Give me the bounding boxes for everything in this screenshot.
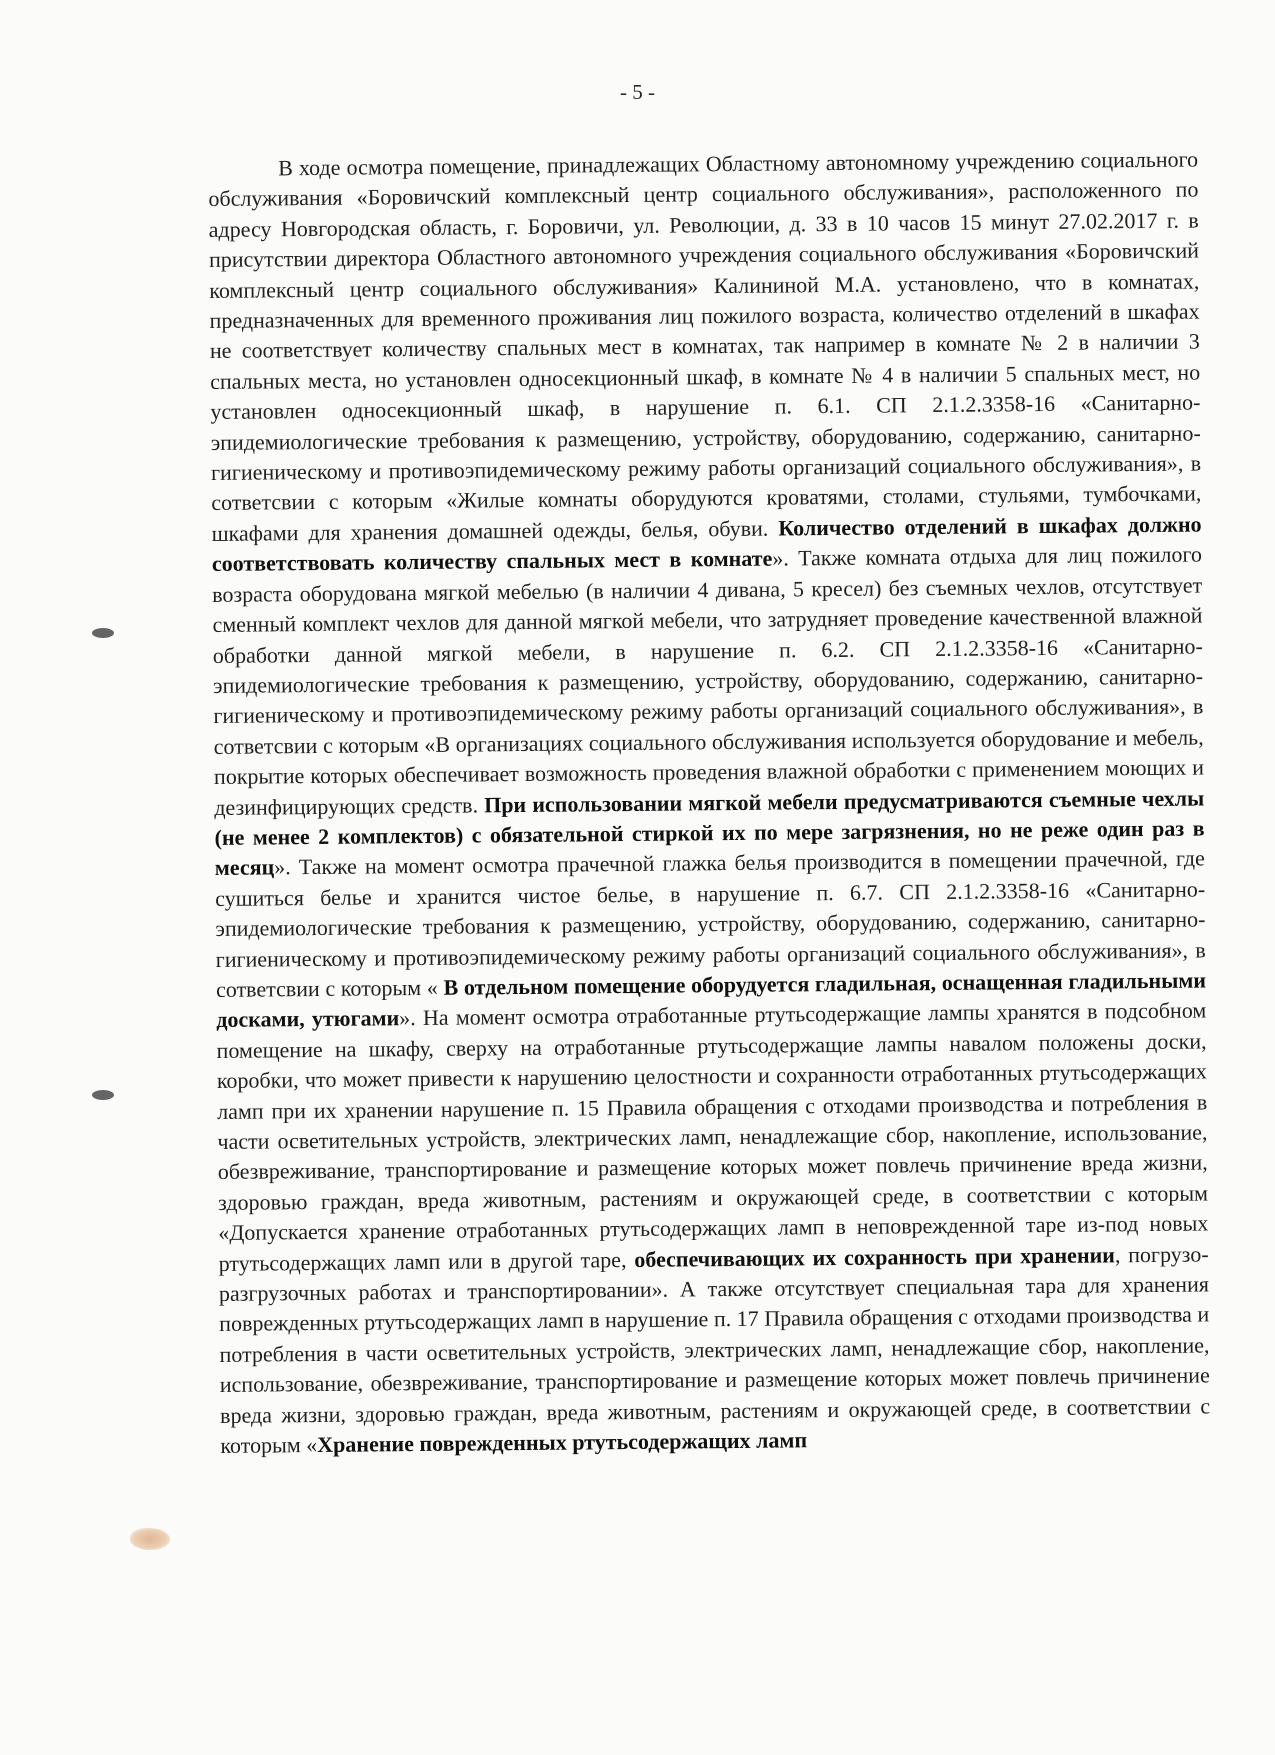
text-run: , погрузо-разгрузочных работах и транспортировании». А также отсутствует специальная тара для хранения поврежденных ртутьсодержащих ламп в нарушение п. 17 Правила обращения с отходами производства и потребления в части осветительных устройств, электрических ламп, ненадлежащие сбор, накопление, использование, обезвреживание, транспортирование и размещение которых может повлечь причинение вреда жизни, здоровью граждан, вреда животным, растениям и окружающей среде, в соответствии с которым « xyxy=(218,1241,1211,1459)
bold-text-run: обеспечивающих их сохранность при хранении xyxy=(634,1241,1116,1272)
text-run: ». Также комната отдыха для лиц пожилого возраста оборудована мягкой мебелью (в наличии 4 дивана, 5 кресел) без съемных чехлов, отсутствует сменный комплект чехлов для данной мягкой мебели, что затрудняет проведение качественной влажной обработки данной мягкой мебели, в нарушение п. 6.2. СП 2.1.2.3358-16 «Санитарно-эпидемиологические требования к размещению, устройству, оборудованию, содержанию, санитарно-гигиеническому и противоэпидемическому режиму работы организаций социального обслуживания», в сответсвии с которым «В организациях социального обслуживания используется оборудование и мебель, покрытие которых обеспечивает возможность проведения влажной обработки с применением моющих и дезинфицирующих средств. xyxy=(212,541,1205,820)
text-run: ». Также на момент осмотра прачечной глажка белья производится в помещении прачечной, где сушиться белье и хранится чистое белье, в нарушение п. 6.7. СП 2.1.2.3358-16 «Санитарно-эпидемиологические требования к размещению, устройству, оборудованию, содержанию, санитарно-гигиеническому и противоэпидемическому режиму работы организаций социального обслуживания», в сответсвии с которым « xyxy=(215,845,1206,1002)
page-number: - 5 - xyxy=(620,80,655,104)
punch-hole-mark xyxy=(92,1090,114,1100)
bold-text-run: При использовании мягкой мебели предусматриваются съемные чехлы (не менее 2 комплектов) с обязательной стиркой их по мере загрязнения, но не реже один раз в месяц xyxy=(214,784,1205,881)
text-run: ». На момент осмотра отработанные ртутьсодержащие лампы хранятся в подсобном помещение на шкафу, сверху на отработанные ртутьсодержащие лампы навалом положены доски, коробки, что может привести к нарушению целостности и сохранности отработанных ртутьсодержащих ламп при их хранении нарушение п. 15 Правила обращения с отходами производства и потребления в части осветительных устройств, электрических ламп, ненадлежащие сбор, накопление, использование, обезвреживание, транспортирование и размещение которых может повлечь причинение вреда жизни, здоровью граждан, вреда животным, растениям и окружающей среде, в соответствии с которым «Допускается хранение отработанных ртутьсодержащих ламп в неповрежденной таре из-под новых ртутьсодержащих ламп или в другой таре, xyxy=(216,997,1209,1276)
punch-hole-mark xyxy=(92,628,114,638)
body-paragraph xyxy=(208,144,1211,1461)
paper-stain xyxy=(130,1528,170,1550)
bold-text-run: В отдельном помещение оборудуется гладильная, оснащенная гладильными досками, утюгами xyxy=(216,967,1207,1033)
bold-text-run: Хранение поврежденных ртутьсодержащих ламп xyxy=(317,1427,808,1458)
text-run: В ходе осмотра помещение, принадлежащих Областному автономному учреждению социального обслуживания «Боровичский комплексный центр социального обслуживания», расположенного по адресу Новгородская область, г. Боровичи, ул. Революции, д. 33 в 10 часов 15 минут 27.02.2017 г. в присутствии директора Областного автономного учреждения социального обслуживания «Боровичский комплексный центр социального обслуживания» Калининой М.А. установлено, что в комнатах, предназначенных для временного проживания лиц пожилого возраста, количество отделений в шкафах не соответствует количеству спальных мест в комнатах, так например в комнате № 2 в наличии 3 спальных места, но установлен односекционный шкаф, в комнате № 4 в наличии 5 спальных мест, но установлен односекционный шкаф, в нарушение п. 6.1. СП 2.1.2.3358-16 «Санитарно-эпидемиологические требования к размещению, устройству, оборудованию, содержанию, санитарно-гигиеническому и противоэпидемическому режиму работы организаций социального обслуживания», в сответсвии с которым «Жилые комнаты оборудуются кроватями, столами, стульями, тумбочками, шкафами для хранения домашней одежды, белья, обуви. xyxy=(208,146,1202,546)
bold-text-run: Количество отделений в шкафах должно соответствовать количеству спальных мест в комнате xyxy=(211,511,1202,577)
